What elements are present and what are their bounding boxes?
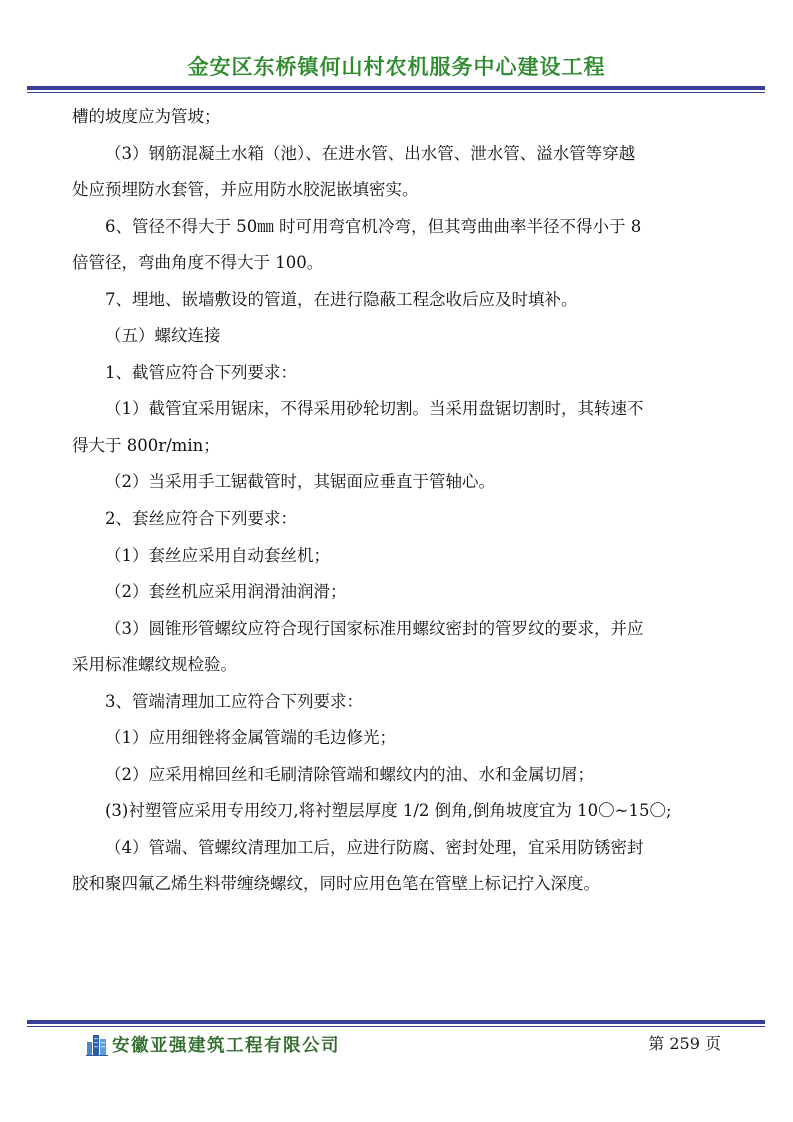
text-line: （2）应采用棉回丝和毛刷清除管端和螺纹内的油、水和金属切屑； (105, 764, 594, 784)
section-heading: （五）螺纹连接 (105, 326, 221, 346)
text-line: （1）应用细锉将金属管端的毛边修光； (105, 728, 396, 748)
text-line: 7、埋地、嵌墙敷设的管道，在进行隐蔽工程念收后应及时填补。 (105, 289, 578, 309)
text-line: 3、管端清理加工应符合下列要求： (105, 691, 363, 711)
text-line: 处应预埋防水套管，并应用防水胶泥嵌填密实。 (72, 180, 419, 200)
document-body (72, 99, 722, 903)
text-line: （3）钢筋混凝土水箱（池）、在进水管、出水管、泄水管、溢水管等穿越 (105, 143, 636, 163)
text-line: （2）当采用手工锯截管时，其锯面应垂直于管轴心。 (105, 472, 495, 492)
text-line: (3)衬塑管应采用专用绞刀,将衬塑层厚度 1/2 倒角,倒角坡度宜为 10〇~15〇; (105, 801, 672, 821)
building-logo-icon (86, 1032, 108, 1056)
text-line: 倍管径，弯曲角度不得大于 100。 (72, 253, 324, 273)
text-line: （2）套丝机应采用润滑油润滑； (105, 582, 347, 602)
text-line: （1）套丝应采用自动套丝机； (105, 545, 330, 565)
text-line: （1）截管宜采用锯床，不得采用砂轮切割。当采用盘锯切割时，其转速不 (105, 399, 644, 419)
text-line: 1、截管应符合下列要求： (105, 362, 297, 382)
text-line: （4）管端、管螺纹清理加工后，应进行防腐、密封处理，宜采用防锈密封 (105, 837, 644, 857)
page-header-title: 金安区东桥镇何山村农机服务中心建设工程 (187, 55, 606, 79)
page-number: 第 259 页 (648, 1034, 721, 1053)
text-line: 6、管径不得大于 50㎜ 时可用弯官机冷弯，但其弯曲曲率半径不得小于 8 (105, 216, 642, 236)
text-line: 得大于 800r/min； (72, 435, 220, 455)
footer-divider (27, 1020, 765, 1027)
header-divider (27, 86, 765, 93)
text-line: 采用标准螺纹规检验。 (72, 655, 237, 675)
text-line: 槽的坡度应为管坡； (72, 107, 221, 126)
text-line: （3）圆锥形管螺纹应符合现行国家标准用螺纹密封的管罗纹的要求，并应 (105, 618, 644, 638)
footer-company-name: 安徽亚强建筑工程有限公司 (112, 1035, 340, 1056)
text-line: 2、套丝应符合下列要求： (105, 509, 297, 529)
footer-company (86, 1030, 340, 1058)
text-line: 胶和聚四氟乙烯生料带缠绕螺纹，同时应用色笔在管壁上标记拧入深度。 (72, 874, 600, 894)
